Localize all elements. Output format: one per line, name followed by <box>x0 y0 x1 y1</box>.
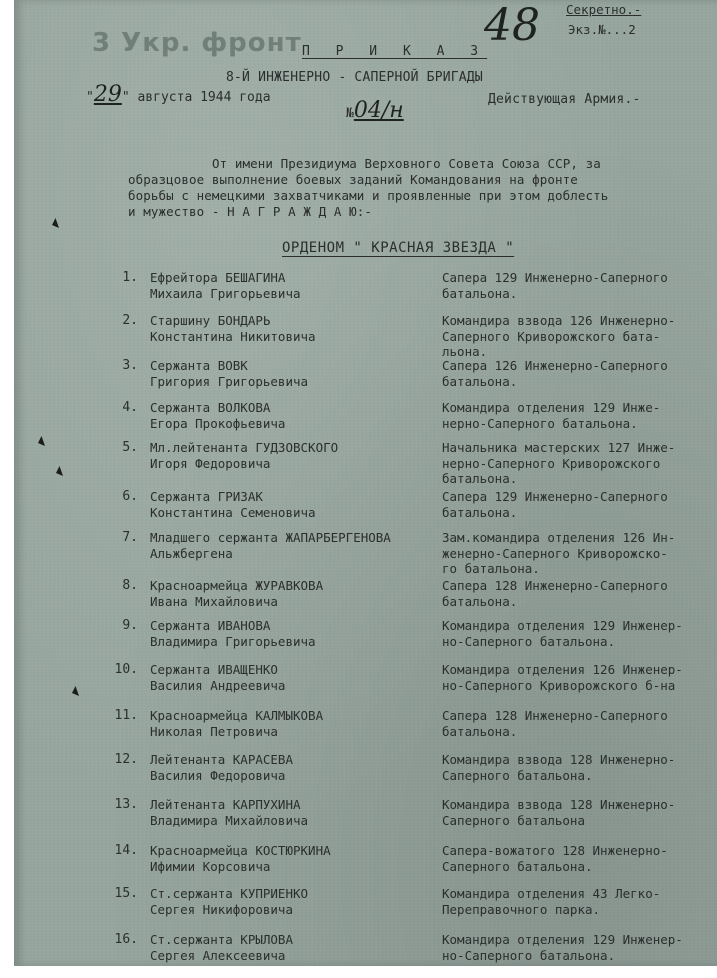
entry-name <box>150 843 331 875</box>
entry-name-line: Ифимии Корсовича <box>150 859 271 874</box>
entry-name <box>150 400 285 432</box>
entry-position-line: Сапера 129 Инженерно-Саперного <box>442 489 668 504</box>
entry-number: 16. <box>114 932 138 947</box>
entry-position-line: Саперного Криворожского бата- <box>442 328 661 344</box>
entry-name-line: Мл.лейтенанта ГУДЗОВСКОГО <box>150 440 339 455</box>
entry-number: 13. <box>114 797 138 812</box>
entry-name-line: Старшину БОНДАРЬ <box>150 313 271 328</box>
award-entry <box>120 618 700 664</box>
entry-position <box>442 708 668 739</box>
entry-name <box>150 440 338 472</box>
entry-name-line: Игоря Федоровича <box>150 456 271 471</box>
entry-name <box>150 662 285 694</box>
entry-name-line: Михаила Григорьевича <box>150 286 301 301</box>
date-day: 29 <box>93 82 122 107</box>
entry-name-line: Владимира Григорьевича <box>150 634 316 649</box>
entry-position-line: батальона. <box>442 504 518 520</box>
entry-name <box>150 797 308 829</box>
entry-number: 1. <box>122 270 138 285</box>
handwritten-mark: 48 <box>484 0 540 51</box>
entry-position-line: Командира отделения 129 Инженер- <box>442 932 683 947</box>
entry-position-line: батальона. <box>442 471 518 486</box>
entry-position-line: но-Саперного батальона. <box>442 633 616 649</box>
entry-number: 10. <box>114 662 138 677</box>
award-entry <box>120 313 700 359</box>
entry-name-line: Сержанта ИВАЩЕНКО <box>150 662 278 677</box>
entry-name-line: Сергея Алексеевича <box>150 948 286 963</box>
award-title: ОРДЕНОМ " КРАСНАЯ ЗВЕЗДА " <box>282 240 515 256</box>
award-entry <box>114 708 700 754</box>
entry-name-line: Ивана Михайловича <box>150 594 278 609</box>
entry-position-line: женерно-Саперного Криворожско- <box>442 545 668 561</box>
date-rest: " августа 1944 года <box>121 90 271 105</box>
entry-position <box>442 530 675 577</box>
entry-position-line: го батальона. <box>442 561 540 576</box>
entry-position-line: Командира отделения 129 Инже- <box>442 400 661 415</box>
entry-position <box>442 843 668 874</box>
entry-position-line: Командира отделения 129 Инженер- <box>442 618 683 633</box>
entry-position <box>442 578 668 609</box>
entry-name-line: Ст.сержанта КРЫЛОВА <box>150 932 293 947</box>
entry-name <box>150 313 316 345</box>
entry-position <box>442 440 675 487</box>
entry-number: 3. <box>122 358 138 373</box>
award-entry <box>114 662 700 708</box>
entry-position <box>442 313 675 360</box>
entry-number: 14. <box>114 843 138 858</box>
preamble-line: образцовое выполнение боевых заданий Командования на фронте <box>128 172 578 187</box>
entry-name-line: Григория Григорьевича <box>150 374 309 389</box>
entry-position <box>442 358 668 389</box>
entry-number: 15. <box>114 886 138 901</box>
order-number <box>346 98 404 123</box>
entry-number: 2. <box>122 313 138 328</box>
entry-position-line: батальона. <box>442 373 518 389</box>
entry-name-line: Красноармейца КОСТЮРКИНА <box>150 843 331 858</box>
copy-number: Экз.№...2 <box>568 22 636 37</box>
award-entry <box>120 440 700 486</box>
entry-position-line: батальона. <box>442 285 518 301</box>
entry-position <box>442 886 660 917</box>
entry-position-line: но-Саперного Криворожского б-на <box>442 677 676 693</box>
entry-name-line: Младшего сержанта ЖАПАРБЕРГЕНОВА <box>150 530 391 545</box>
entry-number: 5. <box>122 440 138 455</box>
entry-position-line: Начальника мастерских 127 Инже- <box>442 440 676 455</box>
date-line: "29" августа 1944 года <box>86 82 271 107</box>
entry-position-line: Сапера 128 Инженерно-Саперного <box>442 578 668 593</box>
entry-name-line: Сержанта ВОЛКОВА <box>150 400 271 415</box>
entry-number: 11. <box>114 708 138 723</box>
award-entry <box>120 358 700 404</box>
entry-name <box>150 578 323 610</box>
entry-number: 8. <box>122 578 138 593</box>
entry-name <box>150 708 323 740</box>
entry-name <box>150 886 308 918</box>
entry-name-line: Владимира Михайловича <box>150 813 309 828</box>
award-entry <box>120 270 700 316</box>
entry-name <box>150 489 316 521</box>
preamble-line: и мужество - Н А Г Р А Ж Д А Ю:- <box>128 204 373 219</box>
entry-name <box>150 270 301 302</box>
entry-name-line: Красноармейца ЖУРАВКОВА <box>150 578 324 593</box>
entry-position-line: Сапера-вожатого 128 Инженерно- <box>442 843 668 858</box>
entry-position-line: Переправочного парка. <box>442 901 601 917</box>
award-entry <box>114 843 700 889</box>
award-entry <box>114 797 700 843</box>
entry-position <box>442 270 668 301</box>
preamble-line: борьбы с немецкими захватчиками и проявленные при этом доблесть <box>128 188 609 203</box>
entry-position <box>442 797 675 828</box>
entry-name-line: Сергея Никифоровича <box>150 902 293 917</box>
entry-position-line: Саперного батальона. <box>442 858 593 874</box>
number-value: 04/н <box>353 98 404 123</box>
entry-name-line: Егора Прокофьевича <box>150 416 286 431</box>
brigade-name: 8-Й ИНЖЕНЕРНО - САПЕРНОЙ БРИГАДЫ <box>226 70 483 85</box>
stamp-front: 3 Укр. фронт <box>92 28 302 58</box>
entry-position <box>442 489 668 520</box>
entry-name-line: Альжбергена <box>150 546 233 561</box>
entry-name <box>150 932 293 964</box>
entry-position <box>442 752 675 783</box>
entry-number: 9. <box>122 618 138 633</box>
entry-name-line: Лейтенанта КАРАСЕВА <box>150 752 293 767</box>
entry-name-line: Константина Семеновича <box>150 505 316 520</box>
entry-position-line: Командира взвода 128 Инженерно- <box>442 797 676 812</box>
entry-position-line: нерно-Саперного батальона. <box>442 415 638 431</box>
award-entry <box>114 932 700 978</box>
entry-name-line: Ст.сержанта КУПРИЕНКО <box>150 886 309 901</box>
entry-number: 6. <box>122 489 138 504</box>
entry-position-line: Командира отделения 43 Легко- <box>442 886 661 901</box>
entry-name-line: Василия Федоровича <box>150 768 286 783</box>
secrecy-label: Секретно.- <box>566 2 642 17</box>
award-entry <box>114 752 700 798</box>
entry-position <box>442 618 683 649</box>
entry-position <box>442 932 683 963</box>
entry-name-line: Сержанта ГРИЗАК <box>150 489 263 504</box>
entry-position-line: Зам.командира отделения 126 Ин- <box>442 530 676 545</box>
entry-position-line: Сапера 129 Инженерно-Саперного <box>442 270 668 285</box>
entry-name <box>150 618 316 650</box>
entry-position-line: батальона. <box>442 723 518 739</box>
entry-position-line: Командира отделения 126 Инженер- <box>442 662 683 677</box>
entry-name-line: Сержанта ИВАНОВА <box>150 618 271 633</box>
entry-position-line: льона. <box>442 344 488 359</box>
entry-position-line: Сапера 128 Инженерно-Саперного <box>442 708 668 723</box>
entry-position-line: но-Саперного батальона. <box>442 947 616 963</box>
entry-position <box>442 400 660 431</box>
entry-position-line: Командира взвода 128 Инженерно- <box>442 752 676 767</box>
entry-name <box>150 358 308 390</box>
entry-name-line: Василия Андреевича <box>150 678 286 693</box>
number-label: № <box>346 106 354 121</box>
preamble-line: От имени Президиума Верховного Совета Союза ССР, за <box>212 156 601 171</box>
entry-position-line: Саперного батальона <box>442 812 585 828</box>
entry-name <box>150 530 391 562</box>
entry-number: 12. <box>114 752 138 767</box>
entry-name <box>150 752 293 784</box>
entry-name-line: Лейтенанта КАРПУХИНА <box>150 797 301 812</box>
entry-name-line: Николая Петровича <box>150 724 278 739</box>
order-title: П Р И К А З <box>302 44 488 59</box>
army-label: Действующая Армия.- <box>488 92 641 107</box>
entry-name-line: Красноармейца КАЛМЫКОВА <box>150 708 324 723</box>
entry-position-line: нерно-Саперного Криворожского <box>442 455 661 471</box>
entry-position <box>442 662 683 693</box>
entry-position-line: батальона. <box>442 593 518 609</box>
entry-number: 4. <box>122 400 138 415</box>
entry-name-line: Константина Никитовича <box>150 329 316 344</box>
entry-name-line: Сержанта ВОВК <box>150 358 248 373</box>
award-entry <box>120 489 700 535</box>
entry-position-line: Командира взвода 126 Инженерно- <box>442 313 676 328</box>
entry-name-line: Ефрейтора БЕШАГИНА <box>150 270 286 285</box>
entry-position-line: Сапера 126 Инженерно-Саперного <box>442 358 668 373</box>
entry-position-line: Саперного батальона. <box>442 767 593 783</box>
award-entry <box>114 886 700 932</box>
entry-number: 7. <box>122 530 138 545</box>
award-entry <box>120 530 700 576</box>
